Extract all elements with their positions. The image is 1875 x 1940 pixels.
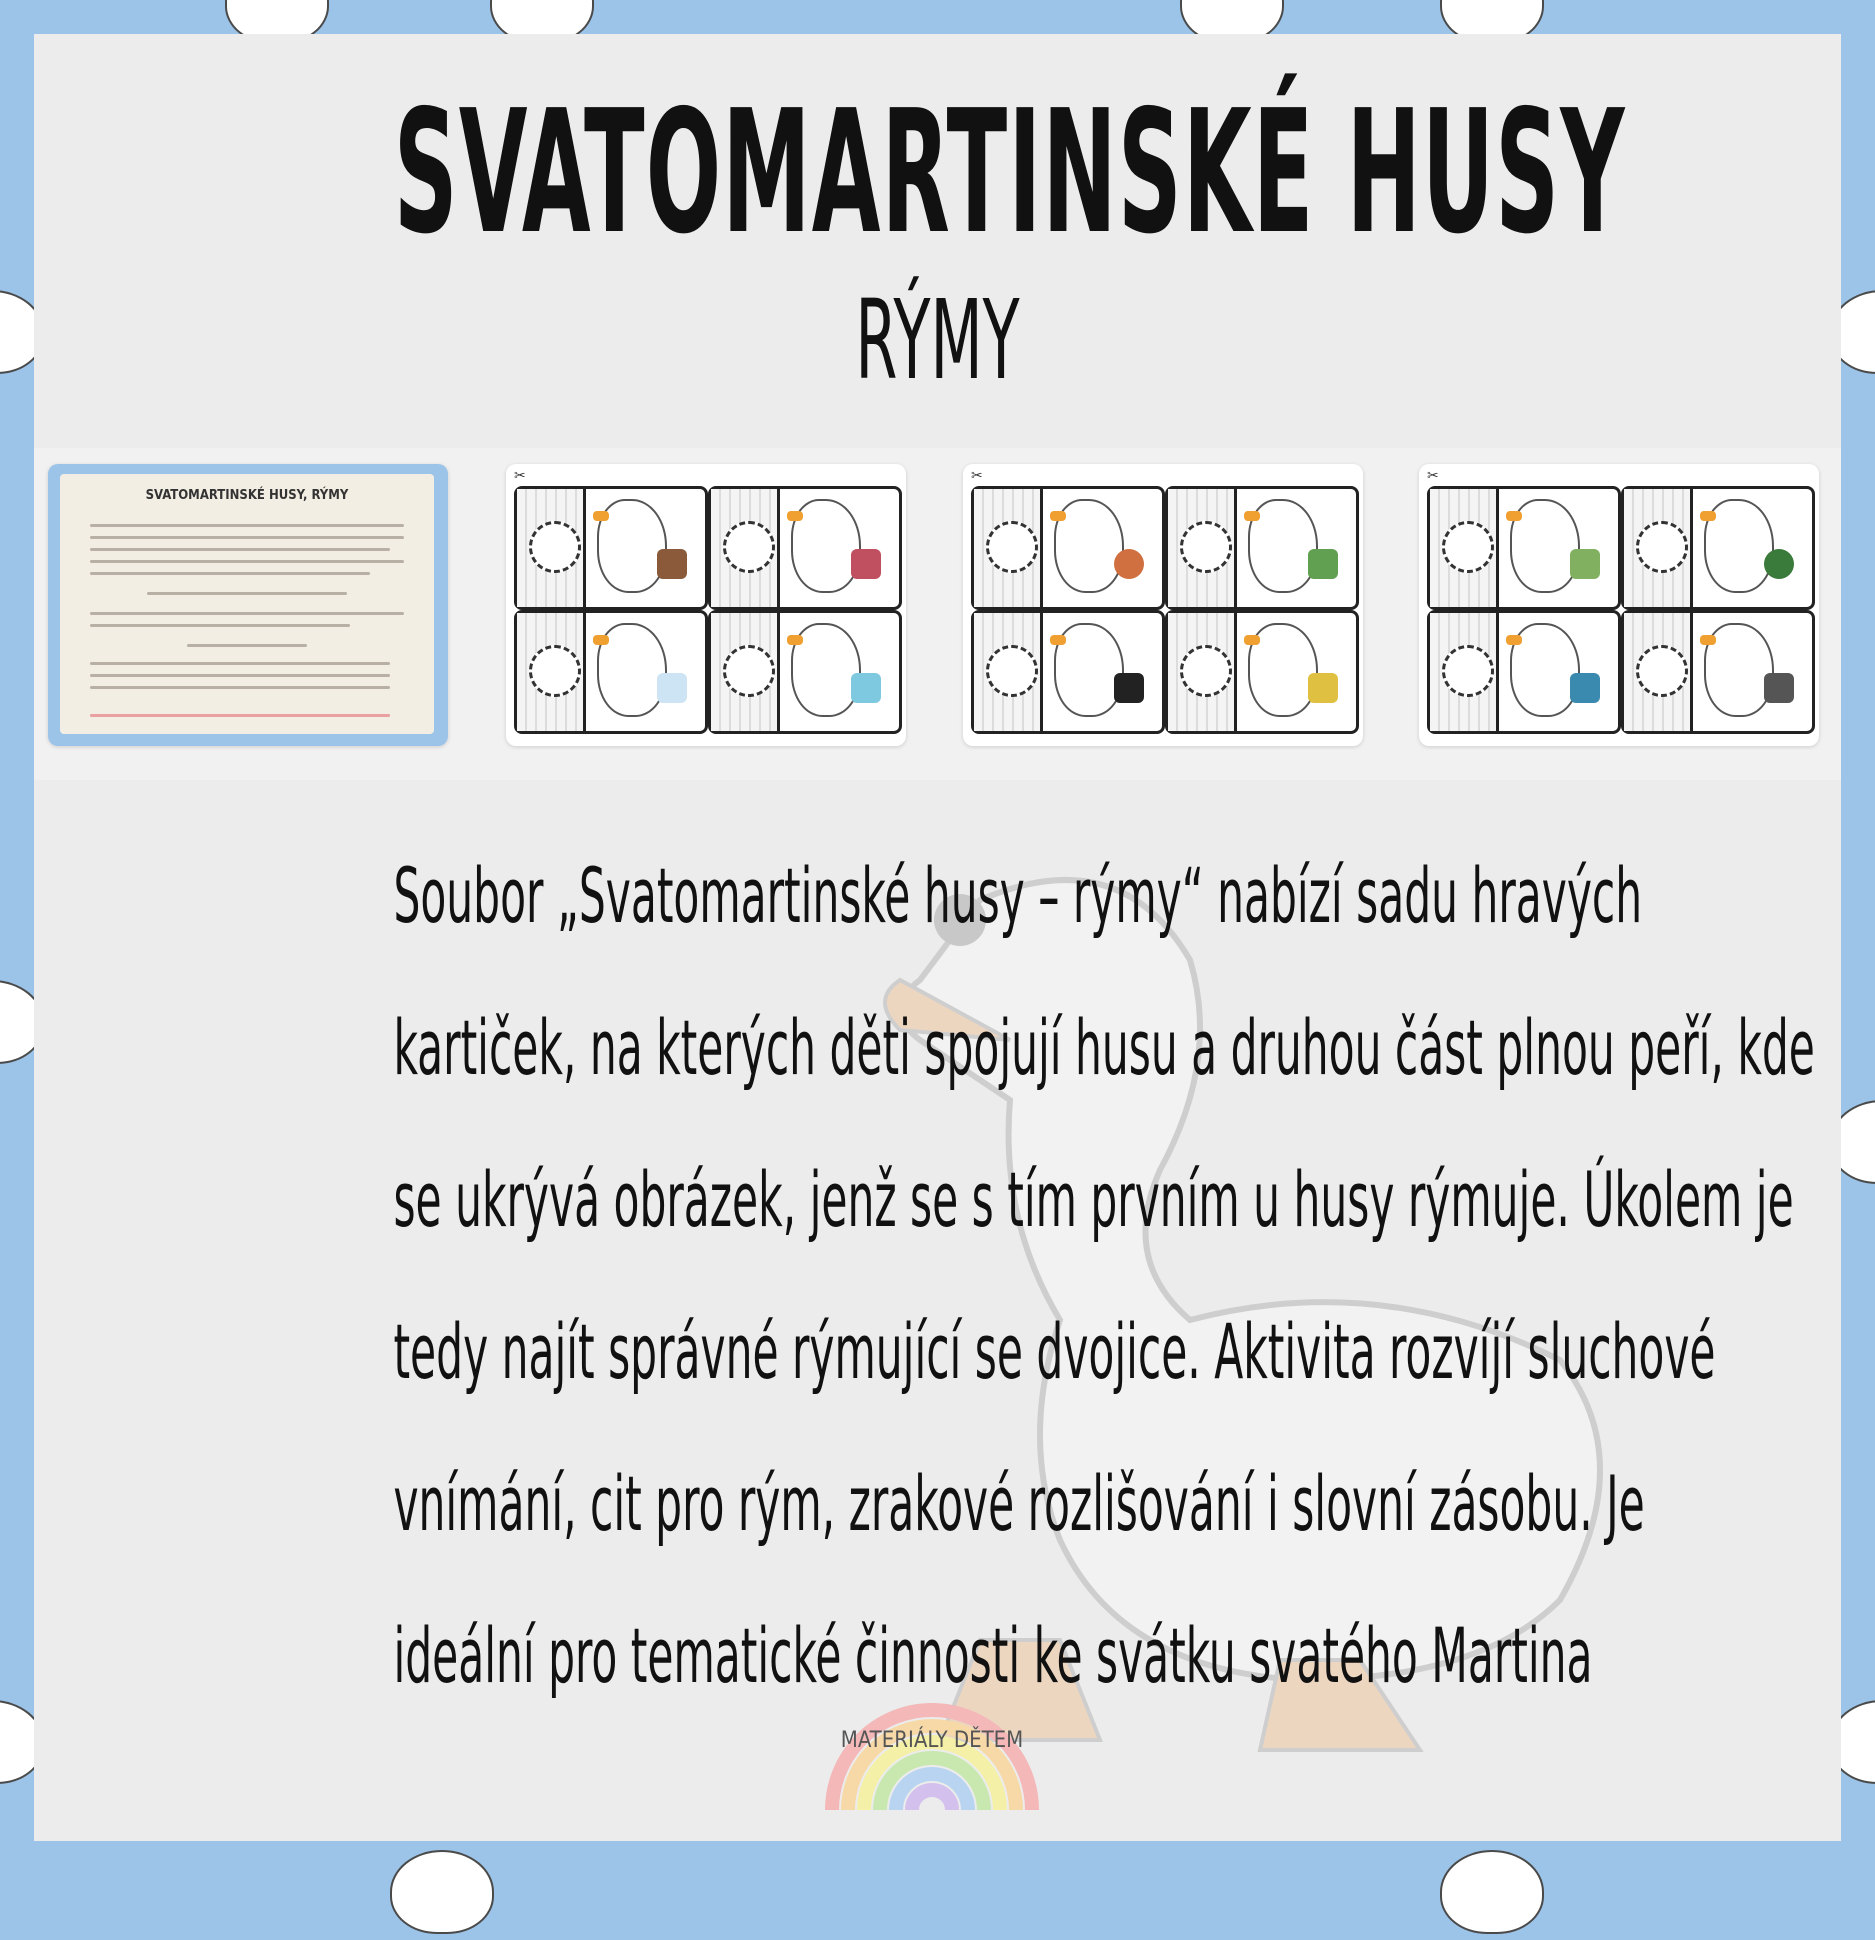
description-line: tedy najít správné rýmující se dvojice. Aktivita rozvíjí sluchové — [393, 1307, 1716, 1396]
scissors-icon: ✂ — [971, 468, 983, 484]
rhyme-card — [971, 610, 1165, 734]
rhyme-card — [514, 610, 708, 734]
page-subtitle: RÝMY — [855, 276, 1020, 404]
rhyme-card — [708, 486, 902, 610]
rhyme-card — [1427, 610, 1621, 734]
page-title: SVATOMARTINSKÉ HUSY — [393, 74, 1626, 272]
rainbow-icon — [822, 1700, 1042, 1810]
scissors-icon: ✂ — [514, 468, 526, 484]
logo-text: MATERIÁLY DĚTEM — [840, 1728, 1024, 1753]
goose-icon — [1430, 1830, 1550, 1940]
rhyme-card — [514, 486, 708, 610]
preview-thumbnail-document[interactable] — [48, 464, 448, 746]
document-title: SVATOMARTINSKÉ HUSY, RÝMY — [145, 488, 349, 503]
preview-thumbnail-cards-1[interactable] — [506, 464, 906, 746]
rhyme-card — [971, 486, 1165, 610]
preview-thumbnail-cards-3[interactable] — [1419, 464, 1819, 746]
scissors-icon: ✂ — [1427, 468, 1439, 484]
description — [60, 820, 1815, 1732]
rhyme-card — [708, 610, 902, 734]
rhyme-card — [1165, 486, 1359, 610]
document-page — [60, 474, 434, 734]
preview-thumbnail-cards-2[interactable] — [963, 464, 1363, 746]
rhyme-card — [1427, 486, 1621, 610]
description-line: kartiček, na kterých děti spojují husu a druhou část plnou peří, kde — [393, 1003, 1815, 1092]
materialy-detem-logo — [822, 1700, 1042, 1810]
description-line: ideální pro tematické činnosti ke svátku svatého Martina — [393, 1611, 1593, 1700]
rhyme-card — [1165, 610, 1359, 734]
description-line: se ukrývá obrázek, jenž se s tím prvním u husy rýmuje. Úkolem je — [393, 1155, 1794, 1244]
rhyme-card — [1621, 486, 1815, 610]
description-line: vnímání, cit pro rým, zrakové rozlišování i slovní zásobu. Je — [393, 1459, 1645, 1548]
goose-icon — [380, 1830, 500, 1940]
rhyme-card — [1621, 610, 1815, 734]
description-line: Soubor „Svatomartinské husy – rýmy“ nabízí sadu hravých — [393, 851, 1643, 940]
